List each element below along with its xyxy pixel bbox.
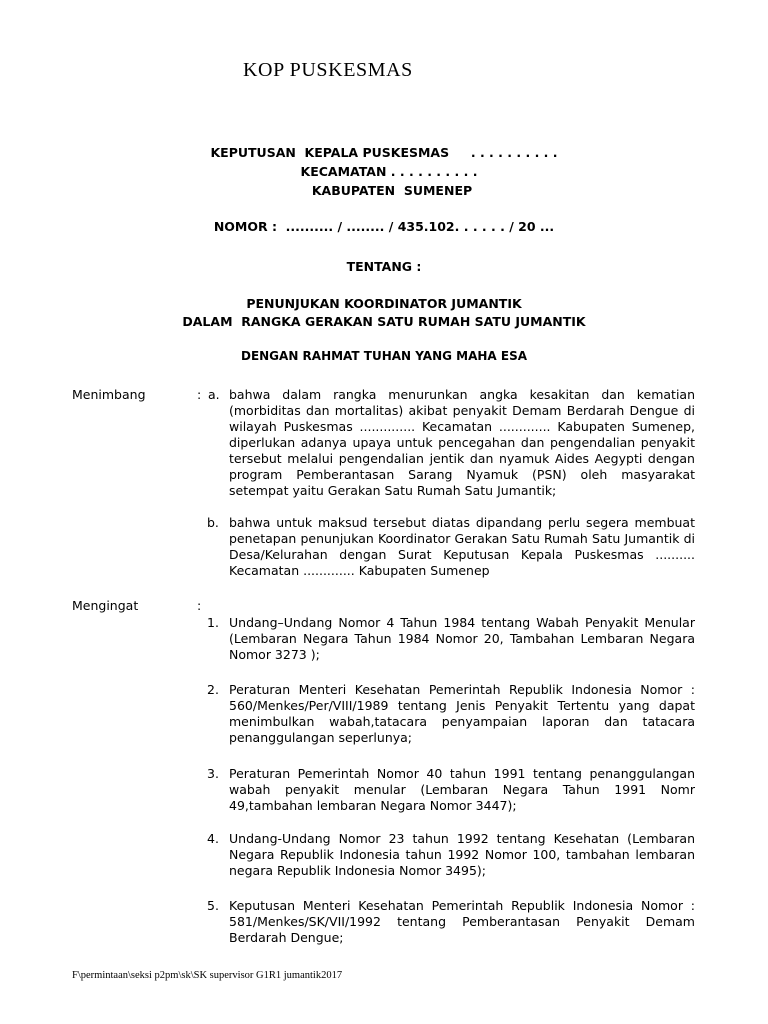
mengingat-marker-5: 5. <box>207 898 219 913</box>
mengingat-item-1: Undang–Undang Nomor 4 Tahun 1984 tentang Wabah Penyakit Menular (Lembaran Negara Tahun 1984 Nomor 20, Tambahan Lembaran Negara Nomor 3273 ); <box>229 615 695 662</box>
mengingat-marker-3: 3. <box>207 766 219 781</box>
subject-line-1: PENUNJUKAN KOORDINATOR JUMANTIK <box>246 296 522 311</box>
mengingat-label: Mengingat <box>72 598 139 613</box>
file-path-footer: F\permintaan\seksi p2pm\sk\SK supervisor G1R1 jumantik2017 <box>72 970 343 981</box>
decree-title-line-3: KABUPATEN SUMENEP <box>311 183 473 198</box>
menimbang-item-a: bahwa dalam rangka menurunkan angka kesakitan dan kematian (morbiditas dan mortalitas) akibat penyakit Demam Berdarah Dengue di wilayah Puskesmas .............. Kecamatan ............. Kabupaten Sumenep, diperlukan adanya upaya untuk pencegahan dan pengendalian penyakit tersebut melalui pengendalian jentik dan nyamuk Aides Aegypti dengan program Pemberantasan Sarang Nyamuk (PSN) oleh masyarakat setempat yaitu Gerakan Satu Rumah Satu Jumantik; <box>229 387 695 498</box>
mengingat-marker-2: 2. <box>207 682 219 697</box>
decree-number: NOMOR : .......... / ........ / 435.102. . . . . . / 20 ... <box>213 219 555 234</box>
subject-line-2: DALAM RANGKA GERAKAN SATU RUMAH SATU JUMANTIK <box>182 314 586 329</box>
menimbang-marker-a: a. <box>208 387 220 402</box>
decree-title-line-2: KECAMATAN . . . . . . . . . . <box>300 164 478 179</box>
tentang-heading: TENTANG : <box>346 259 422 274</box>
mengingat-item-2: Peraturan Menteri Kesehatan Pemerintah Republik Indonesia Nomor : 560/Menkes/Per/VIII/1989 tentang Jenis Penyakit Tertentu yang dapat menimbulkan wabah,tatacara penyampaian laporan dan tatacara penanggulangan seperlunya; <box>229 682 695 745</box>
mengingat-item-5: Keputusan Menteri Kesehatan Pemerintah Republik Indonesia Nomor : 581/Menkes/SK/VII/1992 tentang Pemberantasan Penyakit Demam Berdarah Dengue; <box>229 898 695 945</box>
menimbang-colon: : <box>197 387 202 402</box>
decree-title-line-1: KEPUTUSAN KEPALA PUSKESMAS . . . . . . . . . . <box>210 145 558 160</box>
mengingat-marker-1: 1. <box>207 615 219 630</box>
letterhead-title: KOP PUSKESMAS <box>243 59 413 81</box>
mengingat-item-4: Undang-Undang Nomor 23 tahun 1992 tentang Kesehatan (Lembaran Negara Republik Indonesia tahun 1992 Nomor 100, tambahan lembaran negara Republik Indonesia Nomor 3495); <box>229 831 695 878</box>
rahmat-heading: DENGAN RAHMAT TUHAN YANG MAHA ESA <box>240 349 528 363</box>
menimbang-item-b: bahwa untuk maksud tersebut diatas dipandang perlu segera membuat penetapan penunjukan Koordinator Gerakan Satu Rumah Satu Jumantik di Desa/Kelurahan dengan Surat Keputusan Kepala Puskesmas .......... Kecamatan ............. Kabupaten Sumenep <box>229 515 695 578</box>
menimbang-marker-b: b. <box>207 515 219 530</box>
mengingat-marker-4: 4. <box>207 831 219 846</box>
menimbang-label: Menimbang <box>72 387 146 402</box>
mengingat-colon: : <box>197 598 202 613</box>
mengingat-item-3: Peraturan Pemerintah Nomor 40 tahun 1991 tentang penanggulangan wabah penyakit menular (Lembaran Negara Tahun 1991 Nomr 49,tambahan lembaran Negara Nomor 3447); <box>229 766 695 813</box>
